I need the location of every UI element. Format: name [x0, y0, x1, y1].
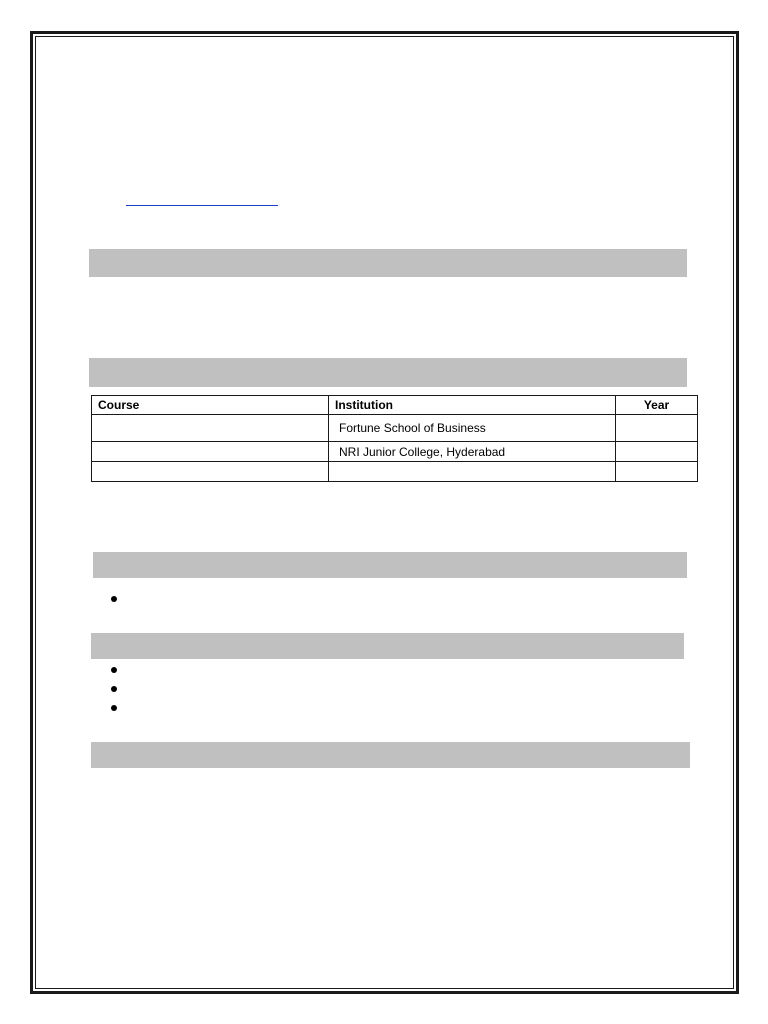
table-row: [92, 415, 698, 442]
bullet-point: [111, 596, 117, 602]
bullet-point: [111, 667, 117, 673]
bullet-point: [111, 686, 117, 692]
section-header-bar-1: [89, 249, 687, 277]
cell-year: [616, 415, 698, 442]
cell-institution: Fortune School of Business: [329, 415, 616, 442]
cell-year: [616, 442, 698, 462]
page-border-inner: [35, 36, 734, 989]
section-header-bar-4: [91, 633, 684, 659]
section-header-bar-3: [93, 552, 687, 578]
education-table: [91, 395, 698, 482]
bullet-point: [111, 705, 117, 711]
cell-course: [92, 442, 329, 462]
cell-course: [92, 462, 329, 482]
table-row: [92, 442, 698, 462]
cell-course: [92, 415, 329, 442]
email-link-underline[interactable]: [126, 205, 278, 206]
section-header-bar-5: [91, 742, 690, 768]
section-header-bar-education: [89, 358, 687, 387]
cell-year: [616, 462, 698, 482]
cell-institution: NRI Junior College, Hyderabad: [329, 442, 616, 462]
table-row: [92, 462, 698, 482]
cell-institution: [329, 462, 616, 482]
column-header-course: Course: [92, 396, 329, 415]
column-header-institution: Institution: [329, 396, 616, 415]
table-header-row: [92, 396, 698, 415]
column-header-year: Year: [616, 396, 698, 415]
